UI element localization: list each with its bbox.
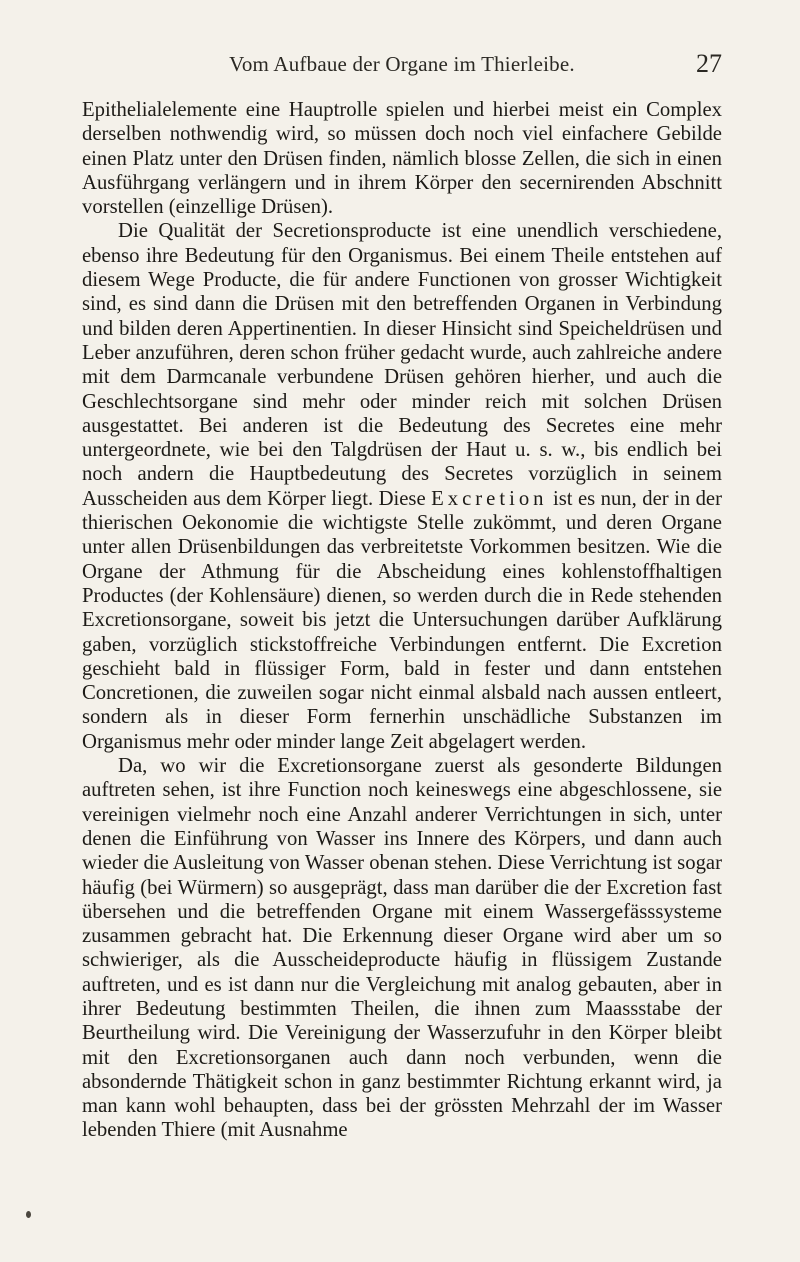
paragraph-3-text: Da, wo wir die Excretionsorgane zuerst als gesonderte Bildungen auftreten sehen, ist ihre Function noch keineswegs eine abgeschlossene, sie vereinigen vielmehr noch eine Anzahl anderer Verrichtungen in sich, unter denen die Einführung von Wasser ins Innere des Körpers, und dann auch wieder die Ausleitung von Wasser obenan stehen. Diese Verrichtung ist sogar häufig (bei Würmern) so ausgeprägt, dass man darüber die der Excretion fast übersehen und die betreffenden Organe mit einem Wassergefässsysteme zusammen gebracht hat. Die Erkennung dieser Organe wird aber um so schwieriger, als die Ausscheideproducte häufig in flüssigem Zustande auftreten, und es ist dann nur die Vergleichung mit analog gebauten, aber in ihrer Bedeutung bestimmten Theilen, die ihnen zum Maassstabe der Beurtheilung wird. Die Vereinigung der Wasserzufuhr in den Körper bleibt mit den Excretionsorganen auch dann noch verbunden, wenn die absondernde Thätigkeit schon in ganz bestimmter Richtung erkannt wird, ja man kann wohl behaupten, dass bei der grössten Mehrzahl der im Wasser lebenden Thiere (mit Ausnahme: [82, 755, 722, 1142]
paragraph-1-text: Epithelialelemente eine Hauptrolle spielen und hierbei meist ein Complex derselben nothwendig wird, so müssen doch noch viel einfachere Gebilde einen Platz unter den Drüsen finden, nämlich blosse Zellen, die sich in einen Ausführgang verlängern und in ihrem Körper den secernirenden Abschnitt vorstellen (einzellige Drüsen).: [82, 99, 722, 219]
emphasis-excretion: Excretion: [431, 487, 548, 510]
margin-ink-spot: [26, 1211, 31, 1218]
running-header: [82, 49, 722, 86]
paragraph-2: [82, 219, 722, 754]
paragraph-1: [82, 98, 722, 219]
body-text: [82, 98, 722, 1143]
page-number: 27: [696, 49, 722, 78]
running-title: Vom Aufbaue der Organe im Thierleibe.: [229, 52, 575, 76]
paragraph-2-text-after: ist es nun, der in der thierischen Oekonomie die wichtigste Stelle zukömmt, und deren Organe unter allen Drüsenbildungen das verbreitetste Vorkommen besitzen. Wie die Organe der Athmung für die Abscheidung eines kohlenstoffhaltigen Productes (der Kohlensäure) dienen, so werden durch die in Rede stehenden Excretionsorgane, soweit bis jetzt die Untersuchungen darüber Aufklärung gaben, vorzüglich stickstoffreiche Verbindungen entfernt. Die Excretion geschieht bald in flüssiger Form, bald in fester und dann entstehen Concretionen, die zuweilen sogar nicht einmal alsbald nach aussen entleert, sondern als in dieser Form fernerhin unschädliche Substanzen im Organismus mehr oder minder lange Zeit abgelagert werden.: [82, 487, 723, 753]
paragraph-2-text-before: Die Qualität der Secretionsproducte ist eine unendlich verschiedene, ebenso ihre Bedeutung für den Organismus. Bei einem Theile entstehen auf diesem Wege Producte, die für andere Functionen von grosser Wichtigkeit sind, es sind dann die Drüsen mit den betreffenden Organen in Verbindung und bilden deren Appertinentien. In dieser Hinsicht sind Speicheldrüsen und Leber anzuführen, deren schon früher gedacht wurde, auch zahlreiche andere mit dem Darmcanale verbundene Drüsen gehören hierher, und auch die Geschlechtsorgane sind mehr oder minder reich mit solchen Drüsen ausgestattet. Bei anderen ist die Bedeutung des Secretes eine mehr untergeordnete, wie bei den Talgdrüsen der Haut u. s. w., bis endlich bei noch andern die Hauptbedeutung des Secretes vorzüglich in seinem Ausscheiden aus dem Körper liegt. Diese: [82, 220, 722, 510]
paragraph-3: [82, 754, 722, 1143]
